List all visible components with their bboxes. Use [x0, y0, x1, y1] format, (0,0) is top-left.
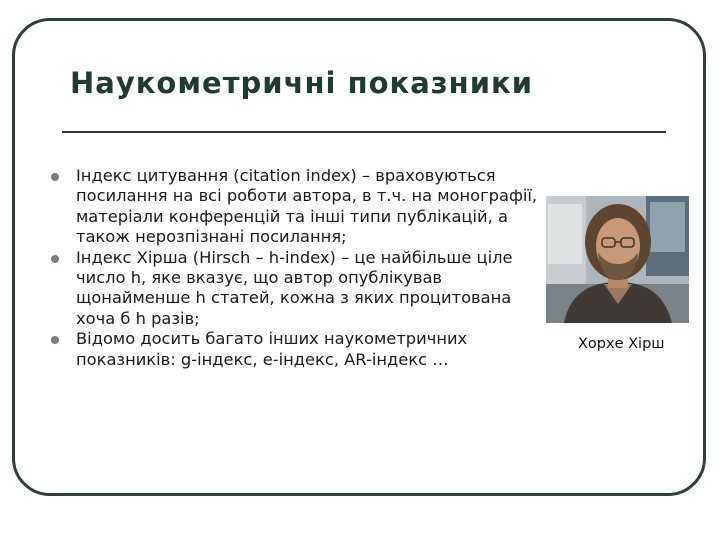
- slide-title: Наукометричні показники: [70, 66, 534, 100]
- bullet-list: [48, 166, 538, 370]
- bullet-dot-icon: [51, 173, 59, 181]
- bullet-item-citation-index: [48, 166, 538, 248]
- bullet-item-h-index: [48, 248, 538, 330]
- title-underline: [62, 131, 666, 133]
- bullet-text: Індекс Хірша (Hirsch – h-index) – це найбільше ціле число h, яке вказує, що автор опублікував щонайменше h статей, кожна з яких процитована хоча б h разів;: [76, 247, 513, 328]
- portrait-photo: [546, 196, 689, 323]
- bullet-item-other-indices: [48, 329, 538, 370]
- bullet-dot-icon: [51, 255, 59, 263]
- photo-caption: Хорхе Хірш: [578, 336, 665, 352]
- bullet-text: Відомо досить багато інших наукометричних показників: g-індекс, e-індекс, AR-індекс …: [76, 329, 468, 369]
- bullet-text: Індекс цитування (citation index) – враховуються посилання на всі роботи автора, в т.ч. на монографії, матеріали конференцій та інші типи публікацій, а також нерозпізнані посилання;: [76, 166, 538, 247]
- bullet-dot-icon: [51, 336, 59, 344]
